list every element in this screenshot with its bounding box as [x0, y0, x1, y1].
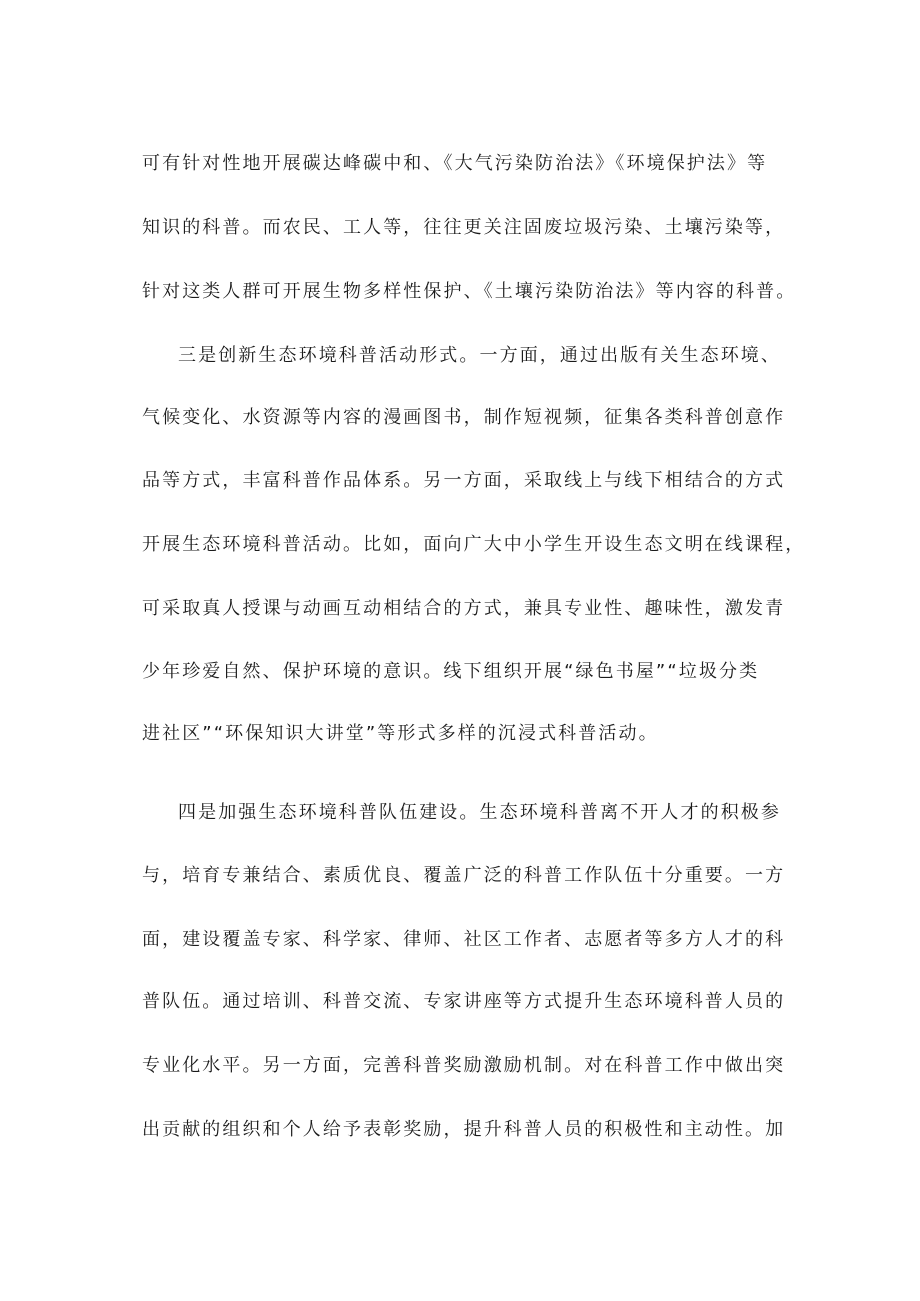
paragraph-first-line: 四是加强生态环境科普队伍建设。生态环境科普离不开人才的积极参: [178, 802, 781, 823]
text-line: 面，建设覆盖专家、科学家、律师、社区工作者、志愿者等多方人才的科: [142, 929, 786, 950]
text-line: 专业化水平。另一方面，完善科普奖励激励机制。对在科普工作中做出突: [142, 1055, 786, 1076]
text-line: 气候变化、水资源等内容的漫画图书，制作短视频，征集各类科普创意作: [142, 407, 786, 428]
text-line: 进社区”“环保知识大讲堂”等形式多样的沉浸式科普活动。: [142, 723, 659, 744]
text-line: 出贡献的组织和个人给予表彰奖励，提升科普人员的积极性和主动性。加: [142, 1119, 786, 1140]
text-line: 品等方式，丰富科普作品体系。另一方面，采取线上与线下相结合的方式: [142, 470, 786, 491]
text-line: 可有针对性地开展碳达峰碳中和、《大气污染防治法》《环境保护法》等: [142, 153, 768, 174]
paragraph-first-line: 三是创新生态环境科普活动形式。一方面，通过出版有关生态环境、: [178, 345, 781, 366]
text-line: 普队伍。通过培训、科普交流、专家讲座等方式提升生态环境科普人员的: [142, 991, 786, 1012]
text-line: 针对这类人群可开展生物多样性保护、《土壤污染防治法》等内容的科普。: [142, 281, 797, 302]
text-line: 与，培育专兼结合、素质优良、覆盖广泛的科普工作队伍十分重要。一方: [142, 865, 786, 886]
text-line: 少年珍爱自然、保护环境的意识。线下组织开展“绿色书屋”“垃圾分类: [142, 661, 760, 682]
text-line: 知识的科普。而农民、工人等，往往更关注固废垃圾污染、土壤污染等，: [142, 217, 786, 238]
text-line: 开展生态环境科普活动。比如，面向广大中小学生开设生态文明在线课程，: [142, 534, 806, 555]
text-line: 可采取真人授课与动画互动相结合的方式，兼具专业性、趣味性，激发青: [142, 598, 786, 619]
